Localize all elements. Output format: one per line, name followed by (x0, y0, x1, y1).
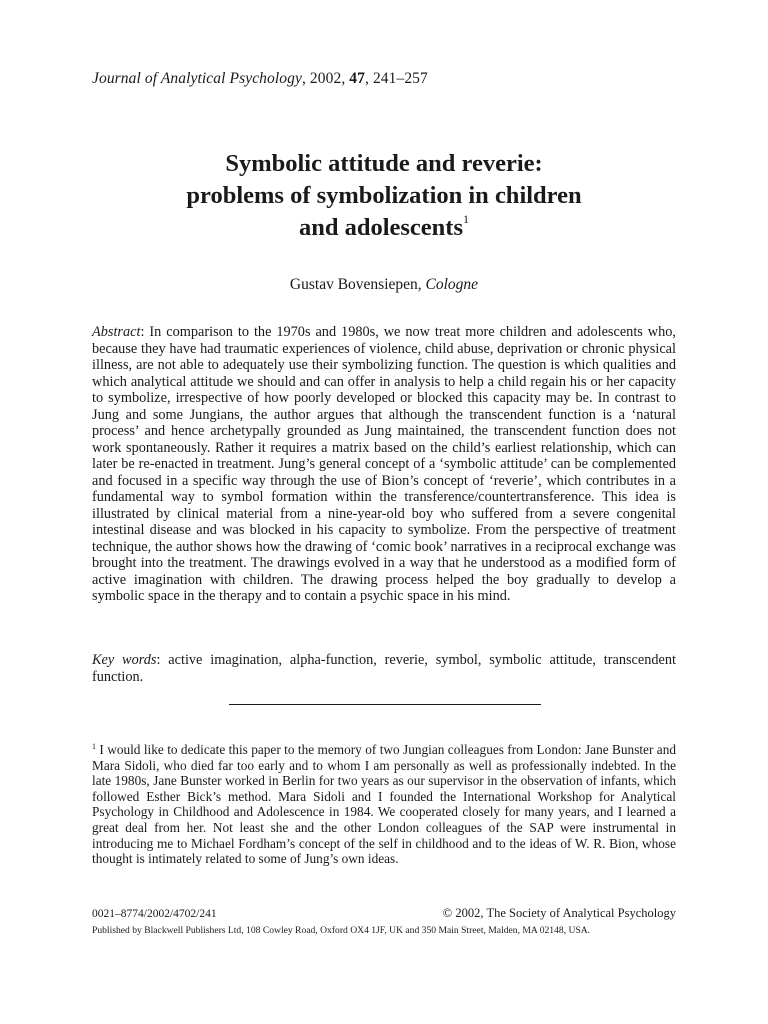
author-location: Cologne (425, 276, 479, 293)
title-line-1: Symbolic attitude and reverie: (225, 150, 543, 177)
footnote-divider (229, 704, 541, 705)
footnote (92, 742, 676, 867)
author-line (92, 276, 676, 294)
keywords (92, 652, 676, 685)
journal-name: Journal of Analytical Psychology (92, 70, 302, 87)
publisher-line: Published by Blackwell Publishers Ltd, 108 Cowley Road, Oxford OX4 1JF, UK and 350 Main Street, Malden, MA 02148, USA. (92, 925, 591, 936)
article-title (92, 148, 676, 244)
journal-citation: Journal of Analytical Psychology, 2002, 47, 241–257 (92, 70, 428, 87)
title-line-2: problems of symbolization in children (186, 182, 582, 209)
title-line-3: and adolescents (298, 214, 464, 241)
keywords-label: Key words (92, 652, 157, 668)
abstract-text: : In comparison to the 1970s and 1980s, we now treat more children and adolescents who, because they have had traumatic experiences of violence, child abuse, deprivation or chronic physical illness, are not able to adequately use their symbolizing function. The question is which qualities and which analytical attitude we should and can offer in analysis to help a child regain his or her capacity to symbolize, irrespective of how poorly developed or blocked this capacity may be. In contrast to Jung and some Jungians, the author argues that although the transcendent function is a ‘natural process’ and hence archetypally grounded as Jung maintained, the transcendent function does not work spontaneously. Rather it requires a matrix based on the child’s earliest relationship, which can later be re-enacted in treatment. Jung’s general concept of a ‘symbolic attitude’ can be complemented and focused in a specific way through the use of Bion’s concept of ‘reverie’, which contributes in a fundamental way to symbol formation within the transference/countertransference. This idea is illustrated by clinical material from a nine-year-old boy who suffered from a severe congenital intestinal disease and was blocked in his capacity to symbolize. From the perspective of treatment technique, the author shows how the drawing of ‘comic book’ narratives in a reciprocal exchange was brought into the treatment. The drawings evolved in a way that he understood as a modified form of active imagination with children. The drawing process helped the boy gradually to develop a symbolic space in the therapy and to contain a psychic space in his mind. (92, 324, 676, 604)
journal-pages: 241–257 (372, 70, 428, 87)
footnote-mark: 1 (92, 742, 96, 751)
copyright: © 2002, The Society of Analytical Psychology (442, 906, 676, 920)
author-name: Gustav Bovensiepen, (289, 276, 422, 293)
keywords-text: : active imagination, alpha-function, reverie, symbol, symbolic attitude, transcendent function. (92, 652, 676, 685)
journal-year: 2002 (309, 70, 342, 87)
footnote-text: I would like to dedicate this paper to the memory of two Jungian colleagues from London: Jane Bunster and Mara Sidoli, who died far too early and to whom I am personally as well as professionally indebted. In the late 1980s, Jane Bunster worked in Berlin for two years as our supervisor in the observation of infants, which followed Esther Bick’s method. Mara Sidoli and I founded the International Workshop for Analytical Psychology in Childhood and Adolescence in 1984. We cooperated closely for many years, and I learned a great deal from her. Not least she and the other London colleagues of the SAP were instrumental in introducing me to Michael Fordham’s concept of the self in childhood and to the ideas of W. R. Bion, whose thought is intimately related to some of Jung’s own ideas. (92, 742, 676, 867)
abstract-label: Abstract (92, 324, 141, 340)
abstract (92, 324, 676, 605)
issn-code: 0021–8774/2002/4702/241 (92, 908, 217, 920)
journal-volume: 47 (349, 70, 365, 87)
title-footnote-mark[interactable]: 1 (463, 212, 470, 226)
